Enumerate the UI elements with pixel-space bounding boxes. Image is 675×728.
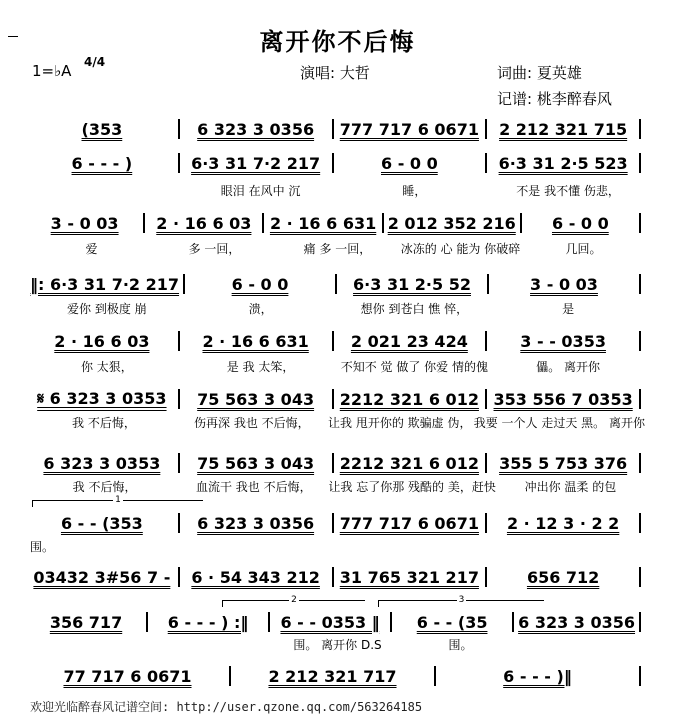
bar-line [639, 666, 641, 686]
measure [274, 613, 386, 632]
measure [491, 332, 635, 351]
notation-row [30, 152, 645, 174]
bar-line [178, 567, 180, 587]
notation-row [30, 611, 645, 633]
measure [184, 568, 328, 587]
bar-line [332, 567, 334, 587]
lyrics-row [30, 414, 645, 430]
notes: 6 - - (35 [416, 612, 488, 632]
lyric [30, 182, 184, 198]
measure [491, 154, 635, 173]
measure [440, 667, 635, 686]
notation-row [30, 388, 645, 410]
measure [491, 514, 635, 533]
notation-row [30, 273, 645, 295]
lyric: 是 [562, 302, 575, 316]
notes: 6 - - 0353 ‖ [280, 612, 380, 632]
lyric [153, 636, 276, 652]
lyric: 伤再深 我也 不后悔， [194, 416, 310, 430]
lyric: 围。 [448, 638, 473, 652]
bar-line [485, 567, 487, 587]
singer: 演唱: 大哲 [300, 64, 370, 82]
measure [184, 390, 328, 409]
bar-line [639, 389, 641, 409]
notes: 2 012 352 216 [387, 213, 516, 233]
notes: 6·3 31 2·5 523 [498, 153, 628, 173]
footer-note: 欢迎光临醉春风记谱空间: http://user.qzone.qq.com/563264185 [30, 700, 423, 714]
lyric: 不知不 觉 做了 你爱 情的傀 [340, 360, 488, 374]
measure [149, 214, 258, 233]
notes: 2 · 16 6 03 [54, 331, 150, 351]
lyric: 围。 离开你 D.S [293, 638, 382, 652]
notes: 6 323 3 0353 [43, 453, 161, 473]
volta-3: 3 [378, 600, 544, 607]
lyrics-row [30, 182, 645, 198]
notes: 6 - - (353 [60, 513, 143, 533]
lyric [184, 538, 338, 554]
notes: 6·3 31 2·5 52 [353, 274, 471, 294]
measure [526, 214, 635, 233]
notes: 6 - 0 0 [551, 213, 609, 233]
notes: 2 · 16 6 631 [269, 213, 377, 233]
measure [491, 454, 635, 473]
notes: 777 717 6 0671 [339, 119, 479, 139]
bar-line [512, 612, 514, 632]
measure [184, 332, 328, 351]
bar-line [485, 389, 487, 409]
measure [30, 514, 174, 533]
notes: 6 - - - )‖ [503, 666, 572, 686]
notes: 75 563 3 043 [197, 453, 315, 473]
measure [341, 275, 483, 294]
notes: 356 717 [49, 612, 123, 632]
measure [493, 275, 635, 294]
measure [30, 568, 174, 587]
bar-line [143, 213, 145, 233]
bar-line [639, 567, 641, 587]
notes: (353 [81, 119, 123, 139]
measure [30, 154, 174, 173]
notes: 353 556 7 0353 [493, 389, 633, 409]
measure [30, 389, 174, 409]
lyric [338, 538, 492, 554]
composer: 词曲: 夏英雄 [497, 64, 582, 82]
bar-line [639, 274, 641, 294]
bar-line [485, 453, 487, 473]
lyric [491, 538, 645, 554]
notes: 6·3 31 7·2 217 [191, 153, 321, 173]
lyric: 睡， [402, 184, 427, 198]
notes: 6 - - - ) [71, 153, 133, 173]
lyrics-row [30, 636, 645, 652]
bar-line [485, 331, 487, 351]
notes: 6 · 54 343 212 [191, 567, 320, 587]
bar-line [146, 612, 148, 632]
bar-line [332, 153, 334, 173]
bar-line [639, 331, 641, 351]
measure [491, 390, 635, 409]
measure [338, 154, 482, 173]
bar-line [178, 153, 180, 173]
measure [30, 120, 174, 139]
notation-row [30, 330, 645, 352]
lyric: 爱 [85, 242, 98, 256]
lyrics-row [30, 358, 645, 374]
bar-line [487, 274, 489, 294]
bar-line [434, 666, 436, 686]
bar-line [485, 513, 487, 533]
notes: 2212 321 6 012 [339, 453, 479, 473]
notes: 3 - 0 03 [50, 213, 119, 233]
bar-line [335, 274, 337, 294]
bar-line [178, 331, 180, 351]
measure [491, 568, 635, 587]
lyric: 痛 多 一回， [303, 242, 372, 256]
measure [268, 214, 377, 233]
notation-row [30, 212, 645, 234]
notation-row [30, 665, 645, 687]
bar-line [262, 213, 264, 233]
lyrics-row [30, 478, 645, 494]
notes: 656 712 [526, 567, 600, 587]
bar-line [332, 389, 334, 409]
bar-line [178, 119, 180, 139]
lyric: 你 太狠， [80, 360, 133, 374]
notes: 3 - - 0353 [520, 331, 606, 351]
lyric: 让我 忘了你那 残酷的 美，赶快 [328, 480, 496, 494]
bar-line [390, 612, 392, 632]
measure [184, 454, 328, 473]
bar-line [229, 666, 231, 686]
notes: 3 - 0 03 [530, 274, 598, 294]
notes: 77 717 6 0671 [63, 666, 192, 686]
lyrics-row [30, 240, 645, 256]
bar-line [485, 153, 487, 173]
bar-line [332, 331, 334, 351]
lyric: 围。 [30, 540, 55, 554]
lyric: 多 一回， [188, 242, 241, 256]
notes: 777 717 6 0671 [339, 513, 479, 533]
measure [388, 214, 516, 233]
lyric: 几回。 [565, 242, 602, 256]
notes: 31 765 321 217 [339, 567, 479, 587]
notation-row [30, 512, 645, 534]
lyric: 不是 我不懂 伤悲， [516, 184, 620, 198]
volta-1: 1 [32, 500, 203, 507]
notes: 6 323 3 0356 [197, 119, 315, 139]
measure [30, 667, 225, 686]
time-signature: 4/4 [84, 55, 106, 69]
measure [184, 120, 328, 139]
lyric [522, 636, 645, 652]
bar-line [178, 453, 180, 473]
measure [491, 120, 635, 139]
bar-line [639, 513, 641, 533]
lyrics-row [30, 300, 645, 316]
bar-line [639, 213, 641, 233]
lyric: 让我 甩开你的 欺骗虚 伪， [328, 416, 472, 430]
notes: 6 - 0 0 [381, 153, 438, 173]
lyric: 血流干 我也 不后悔， [195, 480, 312, 494]
notes: 2 212 321 715 [499, 119, 628, 139]
measure [338, 390, 482, 409]
bar-line [332, 453, 334, 473]
notes: 2 · 16 6 03 [156, 213, 252, 233]
measure [338, 120, 482, 139]
bar-line [485, 119, 487, 139]
measure [396, 613, 508, 632]
notes: 03432 3#56 7 - [33, 567, 171, 587]
measure [235, 667, 430, 686]
bar-line [178, 513, 180, 533]
transcriber: 记谱: 桃李醉春风 [497, 90, 612, 108]
volta-2: 2 [222, 600, 365, 607]
bar-line [639, 119, 641, 139]
measure [30, 332, 174, 351]
bar-line [639, 153, 641, 173]
key-signature: 1=♭A [32, 62, 72, 80]
notes: 2 · 12 3 · 2 2 [506, 513, 620, 533]
lyric: 是 我 太笨， [226, 360, 295, 374]
notes: 𝄋 6 323 3 0353 [37, 389, 167, 408]
bar-line [332, 513, 334, 533]
lyric: 冰冻的 心 能为 你破碎 [400, 242, 521, 256]
measure [30, 214, 139, 233]
lyric: 我要 一个人 走过天 黑。 离开你 [473, 416, 645, 430]
lyrics-row [30, 538, 645, 554]
lyric: 想你 到苍白 憔 悴， [360, 302, 469, 316]
notes: 355 5 753 376 [499, 453, 628, 473]
measure [338, 514, 482, 533]
notation-row [30, 118, 645, 140]
measure [189, 275, 331, 294]
lyric: 我 不后悔， [72, 480, 137, 494]
bar-line [183, 274, 185, 294]
notes: 6 - - - ) :‖ [167, 612, 249, 632]
notes: 2212 321 6 012 [339, 389, 479, 409]
bar-line [520, 213, 522, 233]
measure [30, 613, 142, 632]
measure [184, 514, 328, 533]
notes: ‖: 6·3 31 7·2 217 [30, 274, 180, 294]
bar-line [639, 612, 641, 632]
lyric: 溃， [248, 302, 273, 316]
measure [338, 568, 482, 587]
measure [30, 275, 179, 294]
notes: 2 · 16 6 631 [202, 331, 309, 351]
notes: 6 323 3 0356 [518, 612, 636, 632]
measure [184, 154, 328, 173]
lyric: 儡。 离开你 [536, 360, 601, 374]
notes: 2 021 23 424 [350, 331, 468, 351]
measure [338, 332, 482, 351]
measure [518, 613, 635, 632]
measure [152, 613, 264, 632]
lyric: 冲出你 温柔 的包 [524, 480, 617, 494]
lyric [30, 636, 153, 652]
lyric: 我 不后悔， [72, 416, 136, 430]
bar-line [268, 612, 270, 632]
notes: 6 - 0 0 [231, 274, 289, 294]
lyric: 眼泪 在风中 沉 [220, 184, 301, 198]
notation-row [30, 566, 645, 588]
bar-line [382, 213, 384, 233]
bar-line [178, 389, 180, 409]
notes: 2 212 321 717 [268, 666, 397, 686]
lyric: 爱你 到极度 崩 [67, 302, 147, 316]
bar-line [332, 119, 334, 139]
measure [338, 454, 482, 473]
bar-line [639, 453, 641, 473]
notes: 6 323 3 0356 [197, 513, 315, 533]
notation-row [30, 452, 645, 474]
song-title: 离开你不后悔 [259, 28, 416, 56]
measure [30, 454, 174, 473]
notes: 75 563 3 043 [197, 389, 315, 409]
